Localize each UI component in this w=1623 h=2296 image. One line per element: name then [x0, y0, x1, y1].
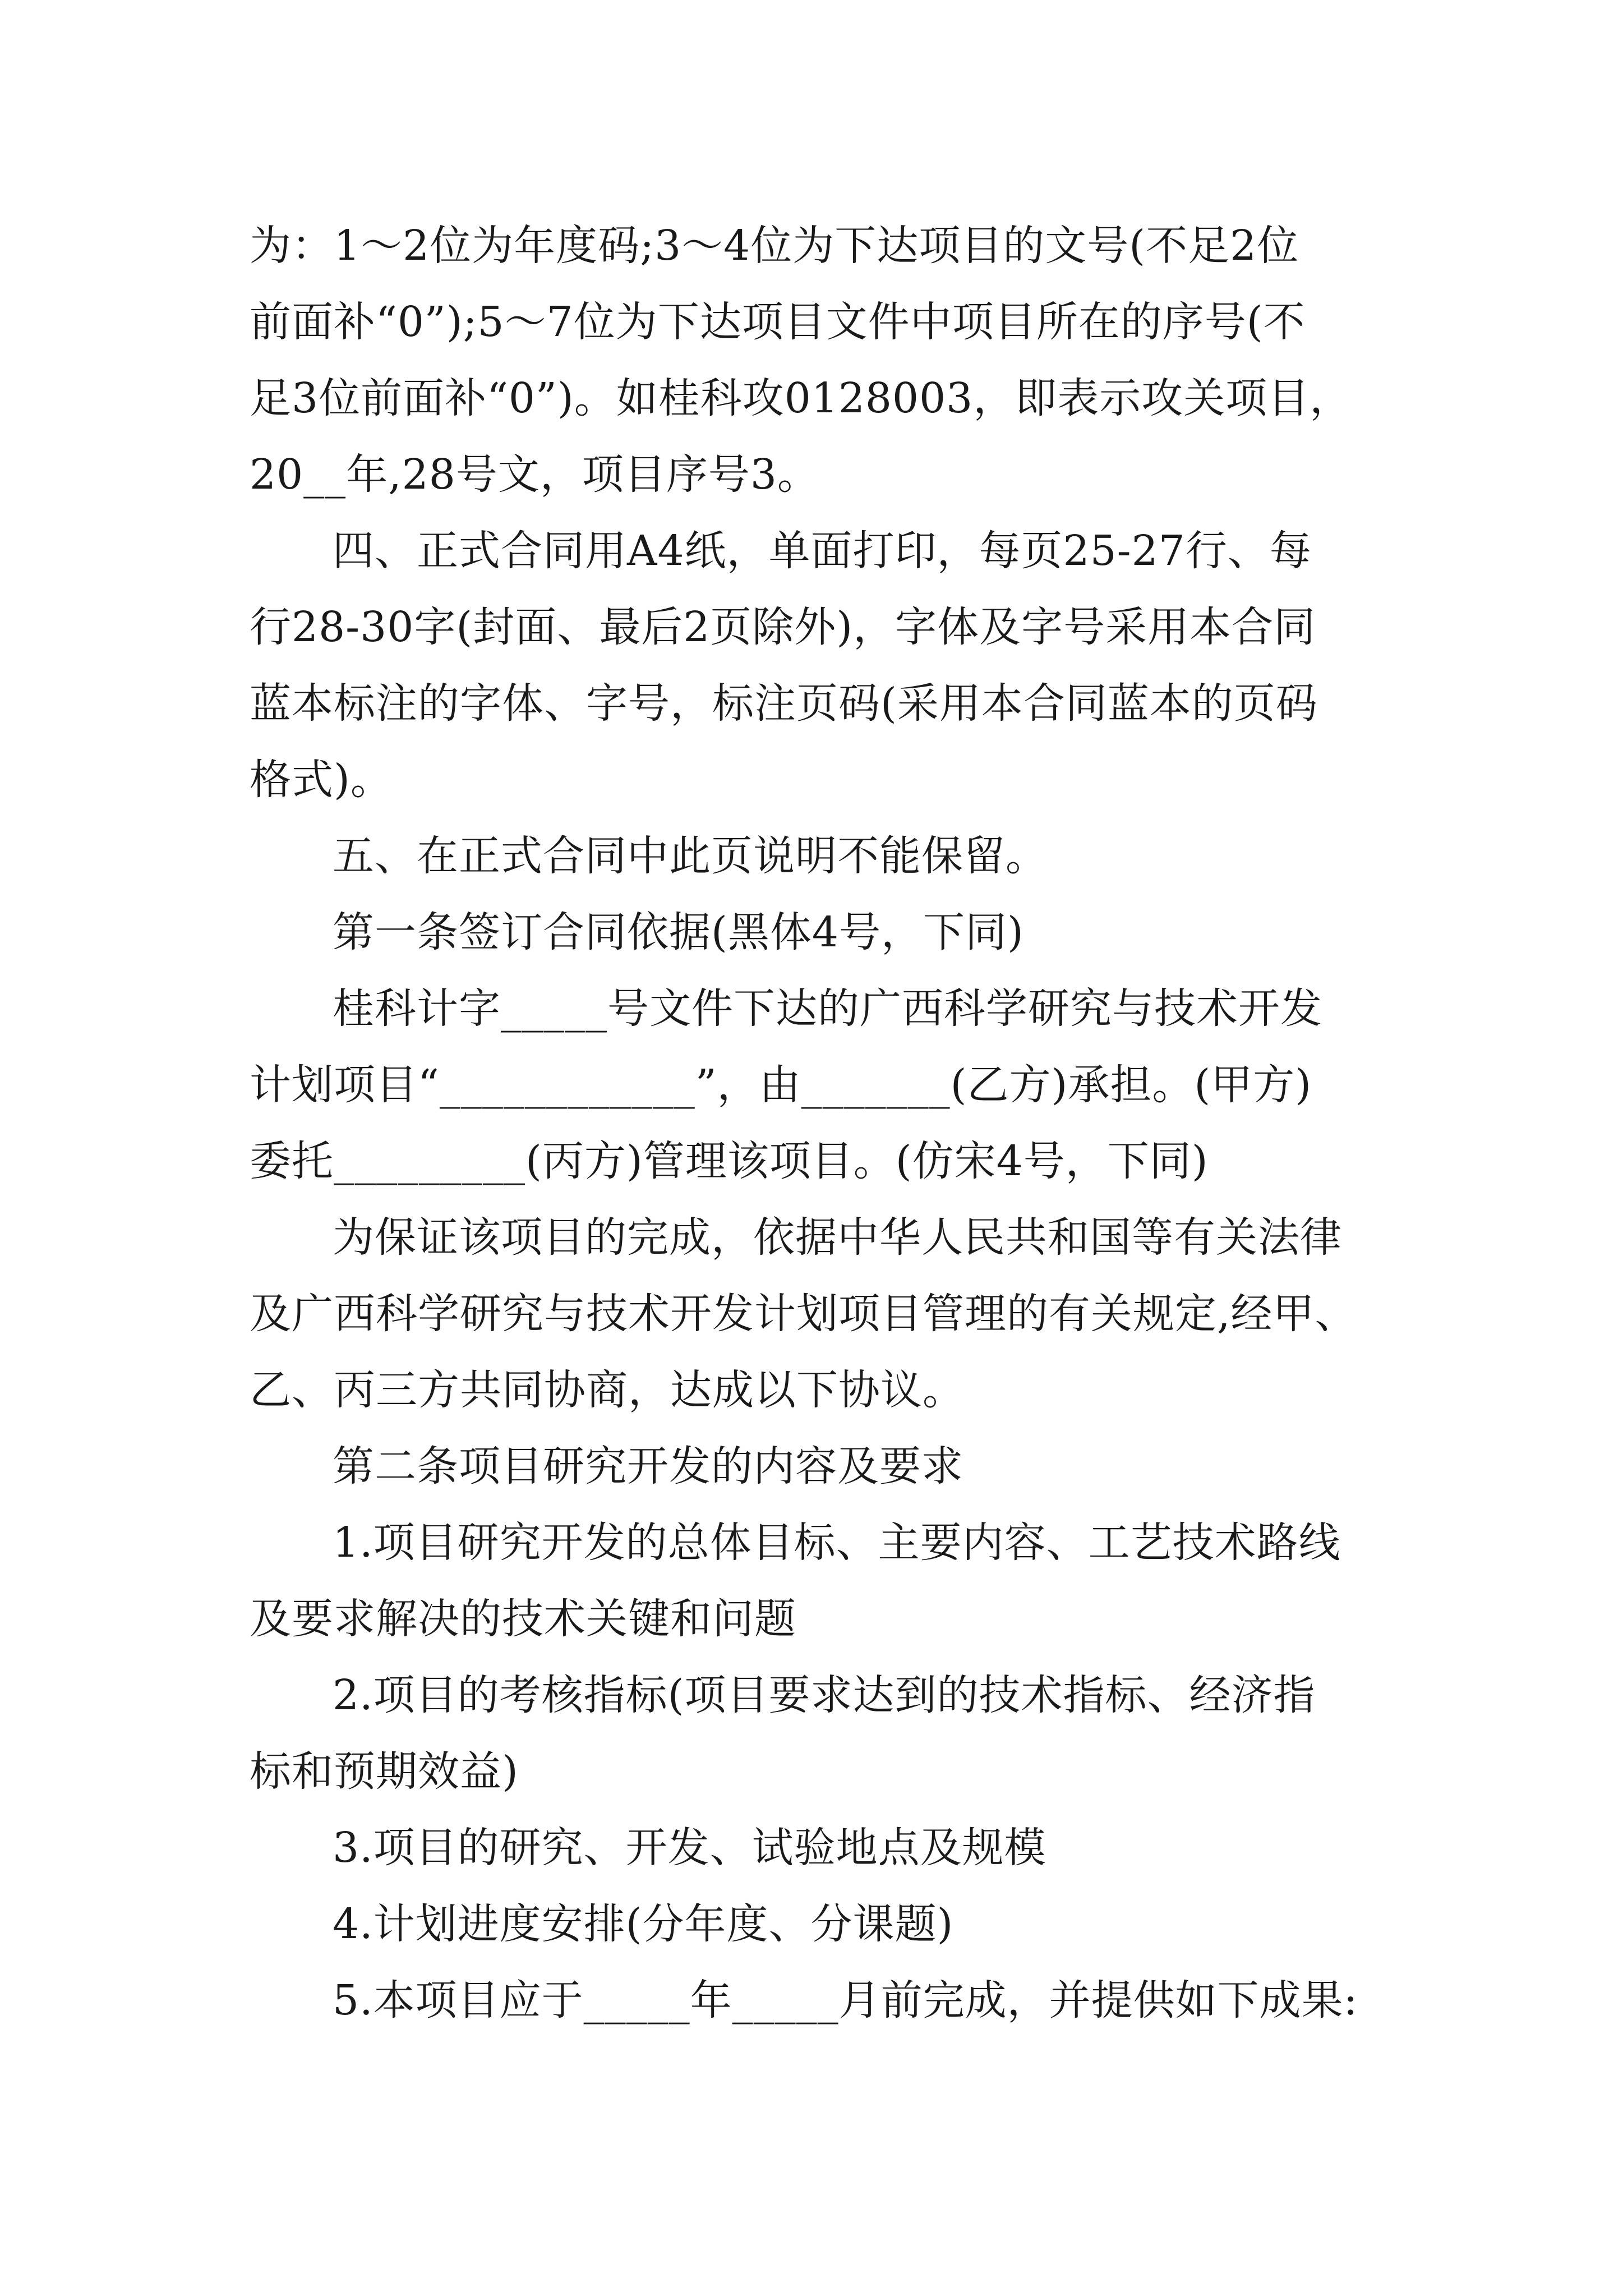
text-line: 足3位前面补“0”)。如桂科攻0128003，即表示攻关项目， [250, 374, 1352, 422]
text-line: 2.项目的考核指标(项目要求达到的技术指标、经济指 [333, 1671, 1316, 1719]
text-line: 标和预期效益) [250, 1747, 519, 1796]
text-line: 1.项目研究开发的总体目标、主要内容、工艺技术路线 [333, 1519, 1341, 1567]
text-line: 四、正式合同用A4纸，单面打印，每页25-27行、每 [333, 527, 1312, 575]
text-line: 20__年,28号文，项目序号3。 [250, 450, 819, 499]
text-line: 5.本项目应于_____年_____月前完成，并提供如下成果: [333, 1976, 1358, 2024]
text-line: 委托_________(丙方)管理该项目。(仿宋4号，下同) [250, 1137, 1209, 1185]
text-line: 乙、丙三方共同协商，达成以下协议。 [250, 1366, 965, 1414]
text-line: 五、在正式合同中此页说明不能保留。 [333, 832, 1048, 880]
text-line: 计划项目“____________”，由_______(乙方)承担。(甲方) [250, 1061, 1312, 1109]
text-line: 第二条项目研究开发的内容及要求 [333, 1442, 963, 1490]
text-line: 为保证该项目的完成，依据中华人民共和国等有关法律 [333, 1213, 1342, 1262]
text-line: 为：1～2位为年度码;3～4位为下达项目的文号(不足2位 [250, 222, 1299, 270]
text-line: 4.计划进度安排(分年度、分课题) [333, 1900, 954, 1948]
text-line: 前面补“0”);5～7位为下达项目文件中项目所在的序号(不 [250, 298, 1306, 346]
text-line: 第一条签订合同依据(黑体4号，下同) [333, 908, 1024, 956]
text-line: 桂科计字_____号文件下达的广西科学研究与技术开发 [333, 984, 1322, 1033]
text-line: 3.项目的研究、开发、试验地点及规模 [333, 1824, 1046, 1872]
text-line: 及广西科学研究与技术开发计划项目管理的有关规定,经甲、 [250, 1290, 1357, 1338]
text-line: 蓝本标注的字体、字号，标注页码(采用本合同蓝本的页码 [250, 679, 1318, 728]
text-line: 格式)。 [250, 756, 393, 804]
text-line: 行28-30字(封面、最后2页除外)，字体及字号采用本合同 [250, 603, 1316, 651]
text-line: 及要求解决的技术关键和问题 [250, 1595, 796, 1643]
document-body [250, 208, 1377, 2039]
